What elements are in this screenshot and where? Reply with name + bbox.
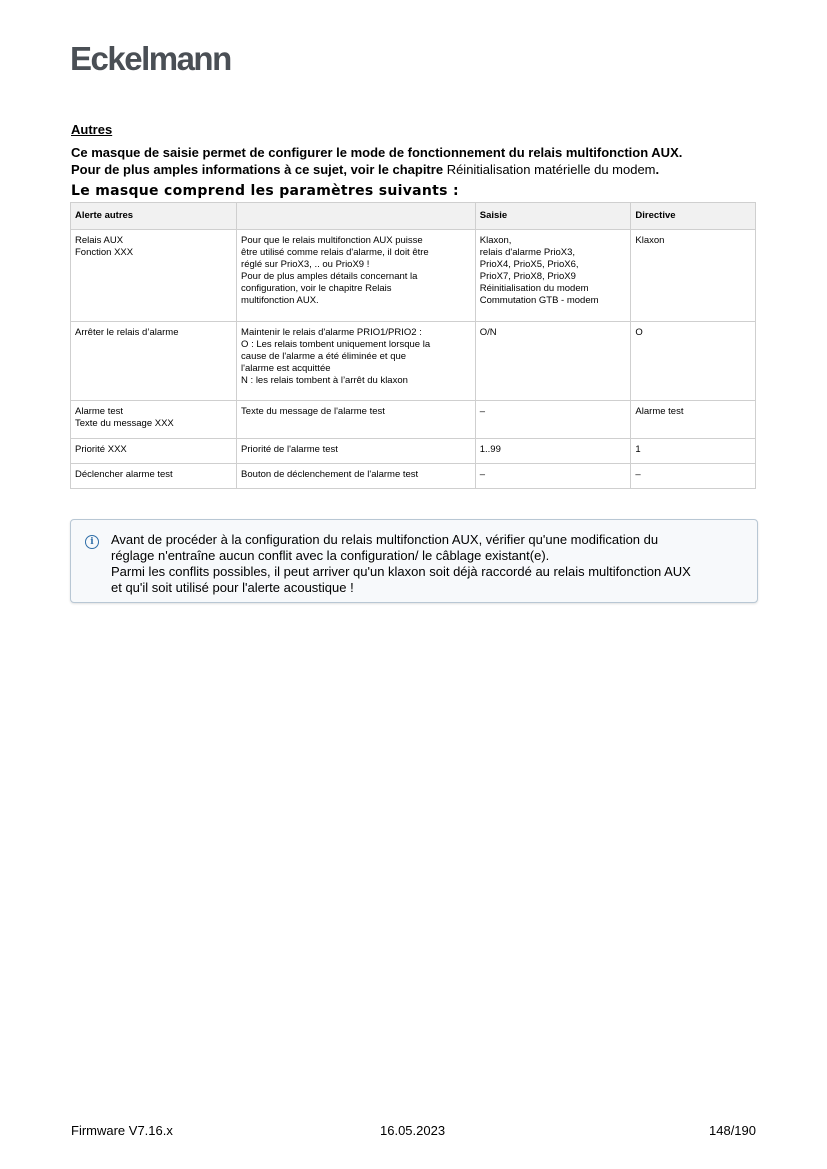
cell-parameter: Déclencher alarme test [71, 464, 237, 489]
cell-input: – [475, 401, 631, 439]
table-header-row [71, 203, 756, 230]
note-text: Avant de procéder à la configuration du relais multifonction AUX, vérifier qu'une modification du réglage n'entraîne aucun conflit avec la configuration/ le câblage existant(e). Parmi les conflits possibles, il peut arriver qu'un klaxon soit déjà raccordé au relais multifonction AUX et qu'il soit utilisé pour l'alerte acoustique ! [111, 532, 691, 595]
brand-logo: Eckelmann [70, 40, 231, 77]
cell-default: Alarme test [631, 401, 756, 439]
header-alerte-autres: Alerte autres [71, 203, 237, 230]
cell-default: – [631, 464, 756, 489]
cell-description: Maintenir le relais d'alarme PRIO1/PRIO2 : O : Les relais tombent uniquement lorsque la cause de l'alarme a été éliminée et que l'alarme est acquittée N : les relais tombent à l’arrêt du klaxon [237, 322, 476, 401]
table-row [71, 401, 756, 439]
cell-description: Priorité de l'alarme test [237, 439, 476, 464]
footer-date: 16.05.2023 [380, 1123, 446, 1138]
cell-description: Pour que le relais multifonction AUX puisse être utilisé comme relais d'alarme, il doit être réglé sur PrioX3, .. ou PrioX9 ! Pour de plus amples détails concernant la configuration, voir le chapitre Relais multifonction AUX. [237, 230, 476, 322]
cell-input: – [475, 464, 631, 489]
footer-page-number: 148/190 [709, 1123, 756, 1138]
cell-description: Texte du message de l'alarme test [237, 401, 476, 439]
table-row [71, 439, 756, 464]
header-saisie: Saisie [475, 203, 631, 230]
intro-line-1: Ce masque de saisie permet de configurer le mode de fonctionnement du relais multifonction AUX. [71, 145, 683, 160]
cell-parameter: Priorité XXX [71, 439, 237, 464]
cell-input: O/N [475, 322, 631, 401]
footer-firmware: Firmware V7.16.x [71, 1123, 173, 1138]
table-row [71, 322, 756, 401]
cell-input: Klaxon, relais d'alarme PrioX3, PrioX4, PrioX5, PrioX6, PrioX7, PrioX8, PrioX9 Réinitialisation du modem Commutation GTB - modem [475, 230, 631, 322]
intro-line-2: Pour de plus amples informations à ce sujet, voir le chapitre [71, 162, 444, 177]
cell-default: Klaxon [631, 230, 756, 322]
cell-default: O [631, 322, 756, 401]
cell-input: 1..99 [475, 439, 631, 464]
table-row [71, 230, 756, 322]
cell-parameter: Relais AUX Fonction XXX [71, 230, 237, 322]
cell-default: 1 [631, 439, 756, 464]
section-title: Autres [71, 122, 113, 137]
header-description [237, 203, 476, 230]
cell-parameter: Arrêter le relais d’alarme [71, 322, 237, 401]
info-note [70, 519, 758, 603]
parameter-table [70, 202, 756, 489]
cell-parameter: Alarme test Texte du message XXX [71, 401, 237, 439]
chapter-reference: Réinitialisation matérielle du modem [446, 162, 656, 177]
table-row [71, 464, 756, 489]
params-heading: Le masque comprend les paramètres suivants : [71, 183, 459, 199]
cell-description: Bouton de déclenchement de l'alarme test [237, 464, 476, 489]
header-directive: Directive [631, 203, 756, 230]
info-icon: i [85, 535, 99, 549]
intro-paragraph: Ce masque de saisie permet de configurer le mode de fonctionnement du relais multifonction AUX. Pour de plus amples informations à ce sujet, voir le chapitre Réinitialisation matérielle du modem. [71, 145, 683, 177]
